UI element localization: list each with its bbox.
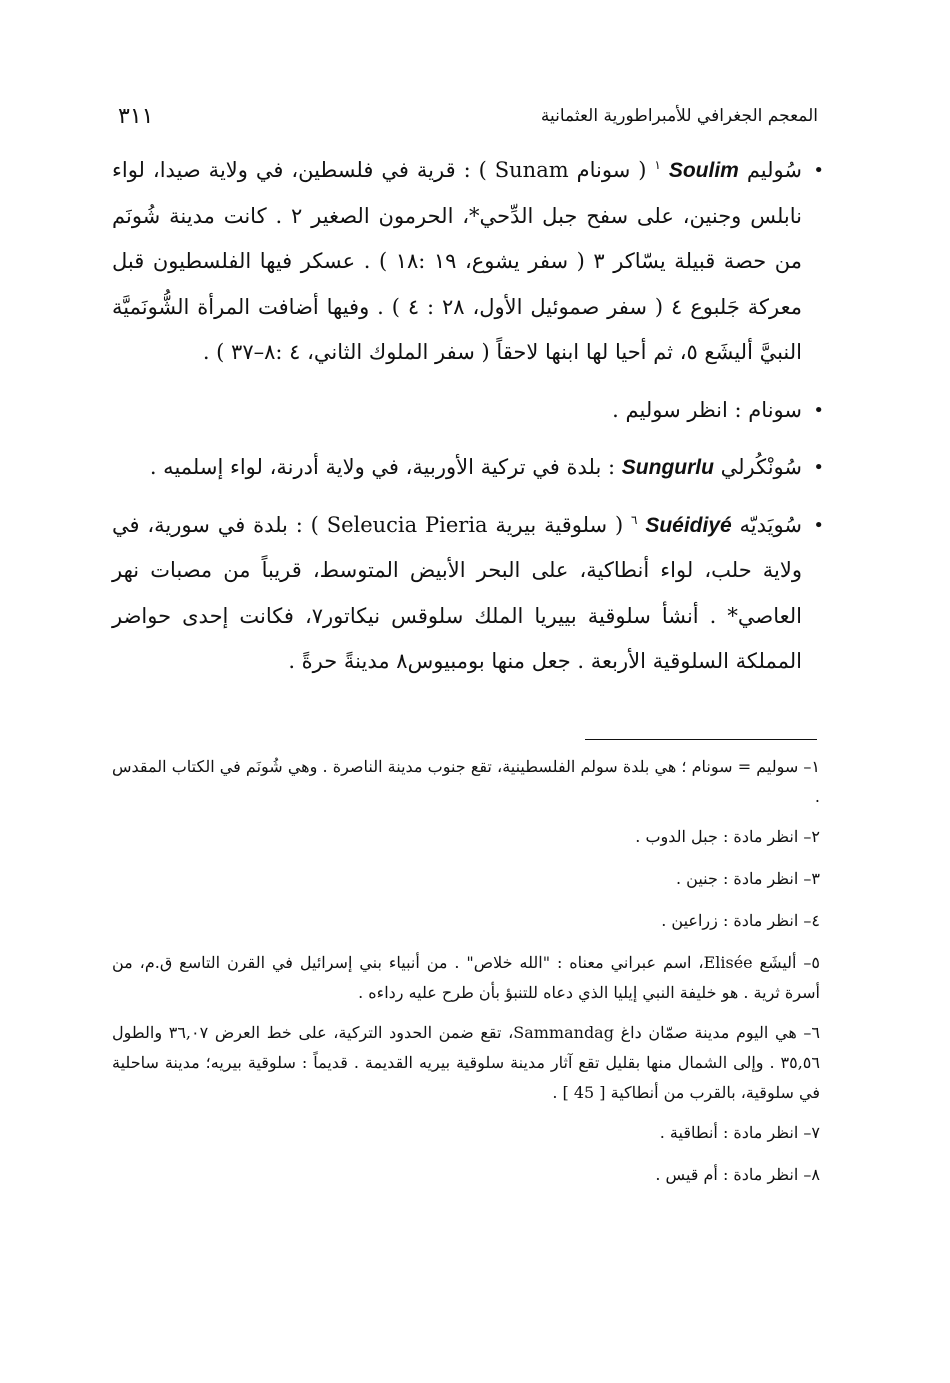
page-header	[118, 96, 818, 136]
entry-sungurlu	[112, 445, 824, 491]
entries-section	[112, 148, 824, 697]
footnote-6: ٦– هي اليوم مدينة صمّان داغ Sammandag، تقع ضمن الحدود التركية، على خط العرض ٣٦,٠٧ والطول ٣٥,٥٦ . وإلى الشمال منها بقليل تقع آثار مدينة سلوقية بيريه القديمة . قديماً : سلوقية بيريه؛ مدينة ساحلية في سلوقية، بالقرب من أنطاكية [ 45 ] .	[112, 1023, 821, 1102]
footnote-4: ٤– انظر مادة : زراعين .	[661, 911, 820, 930]
entry-text: : انظر سوليم .	[612, 397, 742, 422]
footnote-ref: ٦	[631, 512, 638, 527]
entry-headword: سُوليم	[746, 158, 802, 182]
footnote-divider	[585, 739, 817, 740]
footnotes-section	[112, 752, 820, 1202]
entry-latin-name: Sungurlu	[621, 456, 714, 479]
footnote-7: ٧– انظر مادة : أنطاقية .	[659, 1123, 820, 1142]
bullet: •	[813, 457, 824, 478]
entry-headword: سُونْكُرلي	[720, 455, 802, 479]
footnote-5: ٥– أليشَع Elisée، اسم عبراني معناه : "الله خلاص" . من أنبياء بني إسرائيل في القرن التاسع ق.م، من أسرة ثرية . هو خليفة النبي إيليا الذي دعاه للتنبؤ بأن طرح عليه رداءه .	[112, 953, 821, 1002]
bullet: •	[813, 160, 824, 181]
entry-sueidiye	[112, 503, 824, 685]
footnote-1: ١– سوليم = سونام ؛ هي بلدة سولم الفلسطينية، تقع جنوب مدينة الناصرة . وهي شُونَم في الكتاب المقدس .	[112, 757, 820, 806]
entry-headword: سُويَديّه	[739, 512, 802, 537]
footnote-2: ٢– انظر مادة : جبل الدوب .	[635, 827, 820, 846]
entry-latin-name: Suéidiyé	[645, 513, 732, 537]
bullet: •	[813, 399, 824, 421]
entry-text: : بلدة في تركية الأوربية، في ولاية أدرنة، لواء إسلميه .	[149, 455, 616, 479]
entry-latin-name: Soulim	[668, 159, 739, 182]
footnote-ref: ١	[654, 158, 661, 172]
entry-sunam	[112, 388, 824, 434]
footnote-8: ٨– انظر مادة : أم قيس .	[655, 1165, 820, 1184]
running-title: المعجم الجغرافي للأمبراطورية العثمانية	[540, 106, 818, 126]
page-number: ٣١١	[118, 103, 154, 129]
entry-text: ( سونام Sunam ) : قرية في فلسطين، في ولاية صيدا، لواء نابلس وجنين، على سفح جبل الدِّحي*، الحرمون الصغير ٢ . كانت مدينة شُونَم من حصة قبيلة يسّاكر ٣ ( سفر يشوع، ١٩ :١٨ ) . عسكر فيها الفلسطيون قبل معركة جَلبوع ٤ ( سفر صموئيل الأول، ٢٨ : ٤ ) . وفيها أضافت المرأة الشُّونَميَّة النبيَّ أليشَع ٥، ثم أحيا لها ابنها لاحقاً ( سفر الملوك الثاني، ٤ :٨–٣٧ ) .	[112, 158, 803, 364]
entry-headword: سونام	[748, 397, 802, 422]
entry-text: ( سلوقية بيرية Seleucia Pieria ) : بلدة في سورية، في ولاية حلب، لواء أنطاكية، على البحر الأبيض المتوسط، قريباً من مصبات نهر العاصي* . أنشأ سلوقية بييريا الملك سلوقس نيكاتور٧، فكانت إحدى حواضر المملكة السلوقية الأربعة . جعل منها بومبيوس٨ مدينةً حرةً .	[112, 512, 802, 673]
entry-soulim	[112, 148, 824, 376]
bullet: •	[813, 514, 824, 536]
footnote-3: ٣– انظر مادة : جنين .	[675, 869, 820, 888]
